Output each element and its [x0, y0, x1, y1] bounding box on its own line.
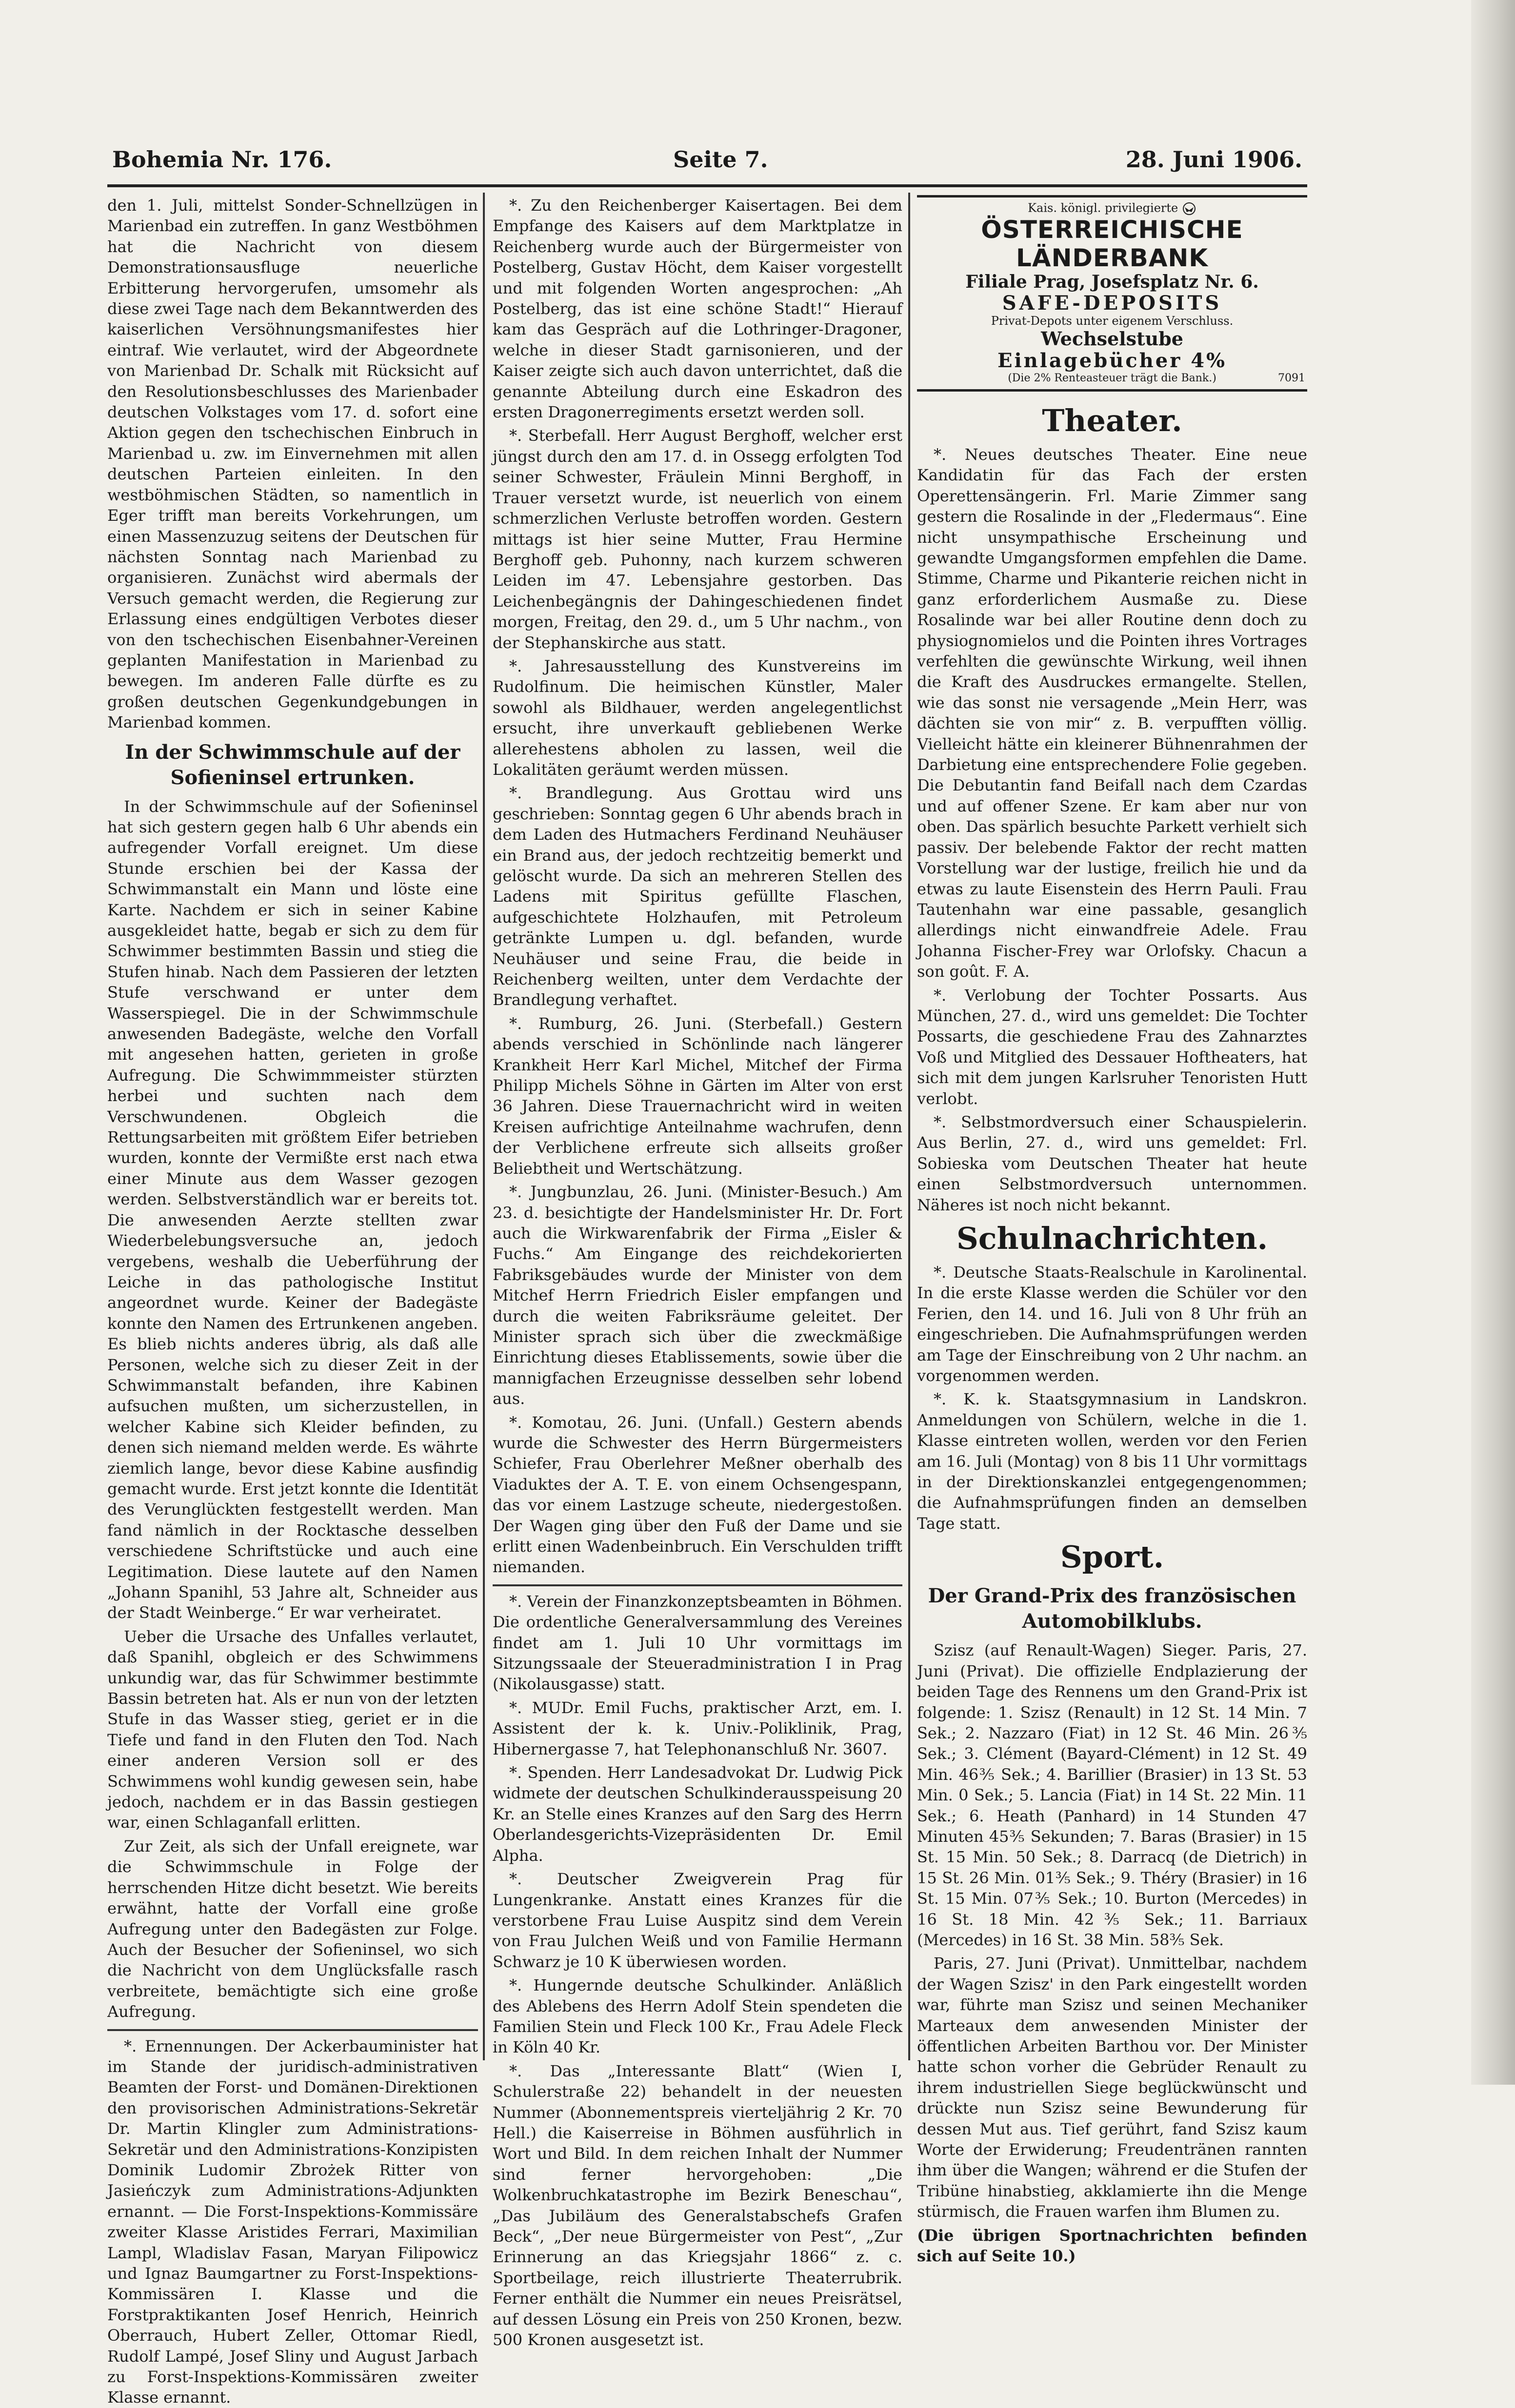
- news-item: *. Ernennungen. Der Ackerbauminister hat im Stande der juridisch-administrativen Beamten der Forst- und Domänen-Direktionen den provisorischen Administrations-Sekretär Dr. Martin Klingler zum Administrations-Sekretär und den Administrations-Konzipisten Dominik Ludomir Zbrożek Ritter von Jasieńczyk zum Administrations-Adjunkten ernannt. — Die Forst-Inspektions-Kommissäre zweiter Klasse Aristides Ferrari, Maximilian Lampl, Wladislav Fasan, Maryan Filipowicz und Ignaz Baumgartner zu Forst-Inspektions-Kommissären I. Klasse und die Forstpraktikanten Josef Henrich, Heinrich Oberrauch, Hubert Zeller, Ottomar Riedl, Rudolf Lampé, Josef Sliny und August Jarbach zu Forst-Inspektions-Kommissären zweiter Klasse ernannt.: [107, 2036, 478, 2407]
- article-title: In der Schwimmschule auf der Sofieninsel ertrunken.: [125, 740, 460, 789]
- ad-address: Filiale Prag, Josefsplatz Nr. 6.: [965, 272, 1259, 292]
- news-item: *. Neues deutsches Theater. Eine neue Kandidatin für das Fach der ersten Operettensängerin. Frl. Marie Zimmer sang gestern die Rosalinde in der „Fledermaus“. Eine nicht unsympathische Erscheinung und gewandte Umgangsformen empfehlen die Dame. Stimme, Charme und Pikanterie reichen nicht in ganz erforderlichem Ausmaße zu. Diese Rosalinde war bei aller Routine denn doch zu physiognomielos und die Pointen ihres Vortrages verfehlten die gewünschte Wirkung, weil ihnen die Kraft des Ausdruckes ermangelte. Stellen, wie das sonst nie versagende „Mein Herr, was dächten sie von mir“ z. B. verpufften völlig. Vielleicht hätte ein kleinerer Bühnenrahmen der Darbietung eine entsprechendere Folie gegeben. Die Debutantin fand Beifall nach dem Czardas und auf offener Szene. Er kam aber nur von oben. Das spärlich besuchte Parkett verhielt sich passiv. Der belebende Faktor der recht matten Vorstellung war der lustige, freilich hie und da etwas zu laute Eisenstein des Herrn Pauli. Frau Tautenhahn war eine passable, gesanglich allerdings nicht einwandfreie Adele. Frau Johanna Fischer-Frey war Orlofsky. Chacun a son goût. F. A.: [917, 445, 1307, 981]
- column-right: [917, 195, 1307, 2266]
- news-item: *. Brandlegung. Aus Grottau wird uns geschrieben: Sonntag gegen 6 Uhr abends brach in dem Laden des Hutmachers Ferdinand Neuhäuser ein Brand aus, der jedoch rechtzeitig bemerkt und gelöscht wurde. Da sich an mehreren Stellen des Ladens mit Spiritus gefüllte Flaschen, aufgeschichtete Holzhaufen, mit Petroleum getränkte Lumpen u. dgl. befanden, wurde Neuhäuser und seine Frau, die beide in Reichenberg weilten, unter dem Verdachte der Brandlegung verhaftet.: [493, 784, 902, 1009]
- article-paragraph: Paris, 27. Juni (Privat). Unmittelbar, nachdem der Wagen Szisz' in den Park eingestellt worden war, führte man Szisz und seinen Mechaniker Marteaux dem anwesenden Minister der öffentlichen Arbeiten Barthou vor. Der Minister hatte schon vorher die Gebrüder Renault zu ihrem industriellen Siege beglückwünscht und drückte nun Szisz seine Bewunderung für dessen Mut aus. Tief gerührt, fand Szisz kaum Worte der Erwiderung; Freudentränen rannten ihm über die Wangen; während er die Stufen der Tribüne hinabstieg, akklamierte ihn die Menge stürmisch, die Frauen warfen ihm Blumen zu.: [917, 1954, 1307, 2221]
- news-item: *. Deutscher Zweigverein Prag für Lungenkranke. Anstatt eines Kranzes für die verstorbene Frau Luise Auspitz sind dem Verein von Frau Julchen Weiß und von Familie Hermann Schwarz je 10 K überwiesen worden.: [493, 1870, 902, 1971]
- article-paragraph: Ueber die Ursache des Unfalles verlautet, daß Spanihl, obgleich er des Schwimmens unkundig war, das für Schwimmer bestimmte Bassin betreten hat. Als er nun von der letzten Stufe in das Wasser stieg, geriet er in die Tiefe und fand in den Fluten den Tod. Nach einer anderen Version soll er des Schwimmens wohl kundig gewesen sein, habe jedoch, nachdem er in das Bassin gestiegen war, einen Schlaganfall erlitten.: [107, 1627, 478, 1832]
- news-item: *. Komotau, 26. Juni. (Unfall.) Gestern abends wurde die Schwester des Herrn Bürgermeisters Schiefer, Frau Oberlehrer Meßner oberhalb des Viaduktes der A. T. E. von einem Ochsengespann, das vor einem Lastzuge scheute, niedergestoßen. Der Wagen ging über den Fuß der Dame und sie erlitt einen Wadenbeinbruch. Ein Verschulden trifft niemanden.: [493, 1413, 902, 1577]
- news-item: *. Rumburg, 26. Juni. (Sterbefall.) Gestern abends verschied in Schönlinde nach längerer Krankheit Herr Karl Michel, Mitchef der Firma Philipp Michels Söhne in Gärten im Alter von erst 36 Jahren. Diese Trauernachricht wird in weiten Kreisen aufrichtige Anteilnahme wachrufen, denn der Verblichene erfreute sich allseits großer Beliebtheit und Wertschätzung.: [493, 1014, 902, 1178]
- divider: [107, 2029, 478, 2031]
- page-binding-edge: [1471, 0, 1515, 2085]
- ad-bank-name: ÖSTERREICHISCHE LÄNDERBANK: [981, 216, 1243, 272]
- header-publication: Bohemia Nr. 176.: [112, 146, 332, 173]
- section-title-sport: Sport.: [1060, 1539, 1164, 1575]
- ad-line: Kais. königl. privilegierte: [1028, 201, 1178, 215]
- news-item: *. Das „Interessante Blatt“ (Wien I, Schulerstraße 22) behandelt in der neuesten Nummer (Abonnementspreis vierteljährig 2 Kr. 70 Hell.) die Kaiserreise in Böhmen ausführlich in Wort und Bild. In dem reichen Inhalt der Nummer sind ferner hervorgehoben: „Die Wolkenbruchkatastrophe im Bezirk Beneschau“, „Das Jubiläum des Generalstabschefs Grafen Beck“, „Der neue Bürgermeister von Pest“, „Zur Erinnerung an das Kriegsjahr 1866“ z. c. Sportbeilage, reich illustrierte Theaterrubrik. Ferner enthält die Nummer ein neues Preisrätsel, auf dessen Lösung ein Preis von 250 Kronen, bezw. 500 Kronen ausgesetzt ist.: [493, 2061, 902, 2349]
- header-rule: [107, 184, 1307, 187]
- news-item: *. Selbstmordversuch einer Schauspielerin. Aus Berlin, 27. d., wird uns gemeldet: Frl. Sobieska vom Deutschen Theater hat heute einen Selbstmordversuch unternommen. Näheres ist noch nicht bekannt.: [917, 1112, 1307, 1214]
- article-paragraph: den 1. Juli, mittelst Sonder-Schnellzügen in Marienbad ein zutreffen. In ganz Westböhmen hat die Nachricht von diesem Demonstrationsausfluge neuerliche Erbitterung hervorgerufen, umsomehr als diese zwei Tage nach dem Bekanntwerden des kaiserlichen Versöhnungsmanifestes hier eintraf. Wie verlautet, wird der Abgeordnete von Marienbad Dr. Schalk mit Rücksicht auf den Resolutionsbeschlusses des Marienbader deutschen Volkstages vom 17. d. sofort eine Aktion gegen den tschechischen Einbruch in Marienbad u. zw. im Einvernehmen mit allen deutschen Parteien einleiten. In den westböhmischen Städten, so namentlich in Eger trifft man bereits Vorkehrungen, um einen Massenzuzug seitens der Deutschen für nächsten Sonntag nach Marienbad zu organisieren. Zunächst wird abermals der Versuch gemacht werden, die Regierung zur Erlassung eines endgültigen Verbotes dieser von den tschechischen Eisenbahner-Vereinen geplanten Manifestation in Marienbad zu bewegen. Im anderen Falle dürfte es zu großen deutschen Gegenkundgebungen in Marienbad kommen.: [107, 196, 478, 732]
- news-item: *. Jungbunzlau, 26. Juni. (Minister-Besuch.) Am 23. d. besichtigte der Handelsminister Hr. Dr. Fort auch die Wirkwarenfabrik der Firma „Eisler & Fuchs.“ Am Eingange des reichdekorierten Fabriksgebäudes wurde der Minister von dem Mitchef Herrn Friedrich Eisler empfangen und durch die weiten Fabriksräume geleitet. Der Minister sprach sich über die zweckmäßige Einrichtung dieses Etablissements, sowie über die mannigfachen Erzeugnisse desselben sehr lobend aus.: [493, 1183, 902, 1408]
- bank-advertisement: [917, 195, 1307, 392]
- article-paragraph: Zur Zeit, als sich der Unfall ereignete, war die Schwimmschule in Folge der herrschenden Hitze dicht besetzt. Wie bereits erwähnt, hatte der Vorfall eine große Aufregung unter den Badegästen zur Folge. Auch der Besucher der Sofieninsel, wo sich die Nachricht von dem Unglücksfalle rasch verbreitete, bemächtigte sich eine große Aufregung.: [107, 1836, 478, 2021]
- ad-savings-books: Einlagebücher 4%: [997, 349, 1227, 372]
- eagle-emblem-icon: [1182, 201, 1196, 216]
- column-left: [107, 195, 478, 2407]
- ad-exchange: Wechselstube: [1041, 327, 1183, 350]
- news-item: *. Deutsche Staats-Realschule in Karolinental. In die erste Klasse werden die Schüler vor den Ferien, den 14. und 16. Juli von 8 Uhr früh an eingeschrieben. Die Aufnahmsprüfungen werden am Tage der Einschreibung von 2 Uhr nachm. an vorgenommen werden.: [917, 1263, 1307, 1385]
- continuation-note: (Die übrigen Sportnachrichten befinden sich auf Seite 10.): [917, 2226, 1307, 2266]
- header-page-number: Seite 7.: [673, 146, 768, 173]
- section-title-theater: Theater.: [1042, 402, 1182, 438]
- divider: [493, 1584, 902, 1586]
- ad-code: 7091: [1278, 372, 1305, 384]
- news-item: *. Verein der Finanzkonzeptsbeamten in Böhmen. Die ordentliche Generalversammlung des Vereines findet am 1. Juli 10 Uhr vormittags im Sitzungssaale der Steueradministration I in Prag (Nikolausgasse) statt.: [493, 1592, 902, 1694]
- news-item: *. Sterbefall. Herr August Berghoff, welcher erst jüngst durch den am 17. d. in Ossegg erfolgten Tod seiner Schwester, Fräulein Minni Berghoff, in Trauer versetzt wurde, ist neuerlich von einem schmerzlichen Verluste betroffen worden. Gestern mittags ist hier seine Mutter, Frau Hermine Berghoff geb. Puhonny, nach kurzem schweren Leiden im 47. Lebensjahre gestorben. Das Leichenbegängnis der Dahingeschiedenen findet morgen, Freitag, den 29. d., um 5 Uhr nachm., von der Stephanskirche aus statt.: [493, 426, 902, 652]
- news-item: *. Hungernde deutsche Schulkinder. Anläßlich des Ablebens des Herrn Adolf Stein spendeten die Familien Stein und Fleck 100 Kr., Frau Adele Fleck in Köln 40 Kr.: [493, 1976, 902, 2057]
- column-middle: [493, 195, 902, 2349]
- news-item: *. K. k. Staatsgymnasium in Landskron. Anmeldungen von Schülern, welche in die 1. Klasse eintreten wollen, werden vor den Ferien am 16. Juli (Montag) von 8 bis 11 Uhr vormittags in der Direktionskanzlei entgegengenommen; die Aufnahmsprüfungen finden an demselben Tage statt.: [917, 1390, 1307, 1533]
- ad-safe-deposits: SAFE-DEPOSITS: [1002, 292, 1222, 315]
- news-item: *. Verlobung der Tochter Possarts. Aus München, 27. d., wird uns gemeldet: Die Tochter Possarts, die geschiedene Frau des Zahnarztes Voß und Mitglied des Dessauer Hoftheaters, hat sich mit dem jungen Karlsruher Tenoristen Hutt verlobt.: [917, 986, 1307, 1108]
- news-item: *. MUDr. Emil Fuchs, praktischer Arzt, em. I. Assistent der k. k. Univ.-Poliklinik, Prag, Hibernergasse 7, hat Telephonanschluß Nr. 3607.: [493, 1698, 902, 1758]
- news-item: *. Jahresausstellung des Kunstvereins im Rudolfinum. Die heimischen Künstler, Maler sowohl als Bildhauer, werden angelegentlichst ersucht, ihre unverkauft gebliebenen Werke allerehestens abholen zu lassen, weil die Lokalitäten geräumt werden müssen.: [493, 656, 902, 779]
- column-divider: [483, 193, 485, 2060]
- article-paragraph: In der Schwimmschule auf der Sofieninsel hat sich gestern gegen halb 6 Uhr abends ein aufregender Vorfall ereignet. Um diese Stunde erschien bei der Kassa der Schwimmanstalt ein Mann und löste eine Karte. Nachdem er sich in seiner Kabine ausgekleidet hatte, begab er sich zu dem für Schwimmer bestimmten Bassin und stieg die Stufen hinab. Nach dem Passieren der letzten Stufe verschwand er unter dem Wasserspiegel. Die in der Schwimmschule anwesenden Badegäste, welche den Vorfall mit angesehen hatten, gerieten in große Aufregung. Die Schwimmmeister stürzten herbei und suchten nach dem Verschwundenen. Obgleich die Rettungsarbeiten mit größtem Eifer betrieben wurden, konnte der Vermißte erst nach etwa einer Minute aus dem Wasser gezogen werden. Selbstverständlich war er bereits tot. Die anwesenden Aerzte stellten zwar Wiederbelebungsversuche an, jedoch vergebens, weshalb die Ueberführung der Leiche in das pathologische Institut angeordnet wurde. Keiner der Badegäste konnte den Namen des Ertrunkenen angeben. Es blieb nichts anderes übrig, als daß alle Personen, welche sich zu dieser Zeit in der Schwimmanstalt befanden, ihre Kabinen aufsuchen mußten, um sicherzustellen, in welcher Kabine sich Kleider befinden, zu denen sich niemand melden werde. Es währte ziemlich lange, bevor diese Kabine ausfindig gemacht wurde. Erst jetzt konnte die Identität des Verunglückten festgestellt werden. Man fand nämlich in der Rocktasche desselben verschiedene Schriftstücke und auch eine Legitimation. Diese lautete auf den Namen „Johann Spanihl, 53 Jahre alt, Schneider aus der Stadt Weinberge.“ Er war verheiratet.: [107, 797, 478, 1622]
- ad-footnote: (Die 2% Renteasteuer trägt die Bank.): [1008, 372, 1216, 384]
- column-divider: [908, 193, 910, 2060]
- article-title: Der Grand-Prix des französischen Automobilklubs.: [928, 1584, 1296, 1633]
- news-item: *. Spenden. Herr Landesadvokat Dr. Ludwig Pick widmete der deutschen Schulkinderausspeisung 20 Kr. an Stelle eines Kranzes auf den Sarg des Herrn Oberlandesgerichts-Vizepräsidenten Dr. Emil Alpha.: [493, 1763, 902, 1865]
- article-paragraph: Szisz (auf Renault-Wagen) Sieger. Paris, 27. Juni (Privat). Die offizielle Endplazierung der beiden Tage des Rennens um den Grand-Prix ist folgende: 1. Szisz (Renault) in 12 St. 14 Min. 7 Sek.; 2. Nazzaro (Fiat) in 12 St. 46 Min. 26⅗ Sek.; 3. Clément (Bayard-Clément) in 12 St. 49 Min. 46⅗ Sek.; 4. Barillier (Brasier) in 13 St. 53 Min. 0 Sek.; 5. Lancia (Fiat) in 14 St. 22 Min. 11 Sek.; 6. Heath (Panhard) in 14 Stunden 47 Minuten 45⅗ Sekunden; 7. Baras (Brasier) in 15 St. 15 Min. 50 Sek.; 8. Darracq (de Dietrich) in 15 St. 26 Min. 01⅗ Sek.; 9. Théry (Brasier) in 16 St. 15 Min. 07⅗ Sek.; 10. Burton (Mercedes) in 16 St. 18 Min. 42⅗ Sek.; 11. Barriaux (Mercedes) in 16 St. 38 Min. 58⅗ Sek.: [917, 1641, 1307, 1949]
- news-item: *. Zu den Reichenberger Kaisertagen. Bei dem Empfange des Kaisers auf dem Marktplatze in Reichenberg wurde auch der Bürgermeister von Postelberg, Gustav Höcht, dem Kaiser vorgestellt und mit folgenden Worten angesprochen: „Ah Postelberg, das ist eine schöne Stadt!“ Hierauf kam das Gespräch auf die Lothringer-Dragoner, welche in dieser Stadt garnisonieren, und der Kaiser zeigte sich auch davon unterrichtet, daß die genannte Abteilung durch eine Eskadron des ersten Dragonerregiments ersetzt werden soll.: [493, 196, 902, 422]
- section-title-schools: Schulnachrichten.: [956, 1221, 1268, 1256]
- page-header: [112, 146, 1302, 180]
- ad-line: Privat-Depots unter eigenem Verschluss.: [991, 314, 1234, 328]
- header-date: 28. Juni 1906.: [1125, 146, 1302, 173]
